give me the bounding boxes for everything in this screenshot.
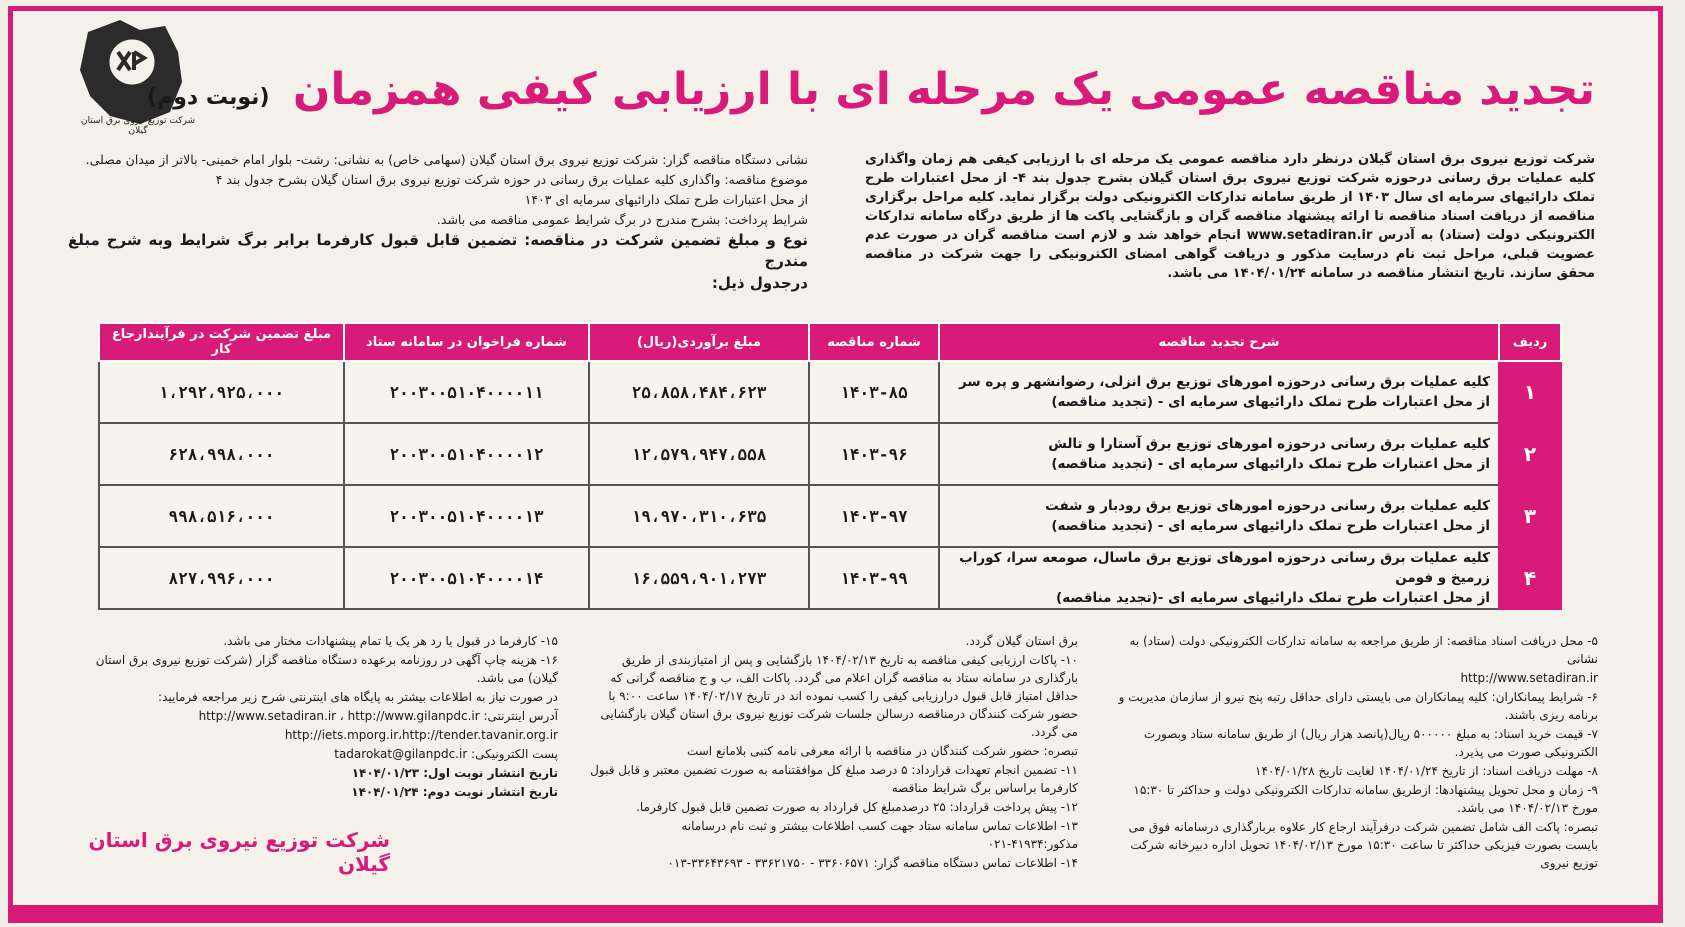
term-12: ۱۲- پیش پرداخت قرارداد: ۲۵ درصدمبلغ کل قرارداد به صورت تضمین قابل قبول کارفرما. [636, 800, 1078, 814]
row-desc [939, 547, 1499, 609]
table-header-row [99, 323, 1561, 361]
row-guarantee: ۱،۲۹۲،۹۲۵،۰۰۰ [99, 361, 344, 423]
notice-subject: موضوع مناقصه: واگذاری کلیه عملیات برق رسانی در حوزه شرکت توزیع نیروی برق استان گیلان بشرح جدول بند ۴ [215, 172, 808, 187]
page-bottom-band [8, 905, 1663, 923]
term-7: ۷- قیمت خرید اسناد: به مبلغ ۵۰۰۰۰۰ ریال(پانصد هزار ریال) از طریق سامانه ستاد وبصورت الکترونیکی صورت می پذیرد. [1143, 727, 1598, 759]
row-desc-line2: از محل اعتبارات طرح تملک دارائیهای سرمایه ای - (تجدید مناقصه) [1051, 456, 1490, 472]
term-note: تبصره: پاکت الف شامل تضمین شرکت درفرآیند ارجاع کار علاوه بربارگذاری درسامانه فوق می بایست بصورت فیزیکی حداکثر تا ساعت ۱۵:۳۰ مورخ ۱۴۰۴/۰۲/۱۳ تحویل اداره دبیرخانه شرکت توزیع نیروی [1128, 820, 1598, 870]
row-guarantee: ۸۲۷،۹۹۶،۰۰۰ [99, 547, 344, 609]
row-guarantee: ۶۲۸،۹۹۸،۰۰۰ [99, 423, 344, 485]
term-10-note: تبصره: حضور شرکت کنندگان در مناقصه با ارائه معرفی نامه کتبی بلامانع است [686, 744, 1078, 758]
header-guarantee: مبلغ تضمین شرکت در فرآیندارجاع کار [99, 323, 344, 361]
row-idx: ۴ [1499, 547, 1561, 609]
row-idx: ۳ [1499, 485, 1561, 547]
terms-column-1 [1108, 632, 1598, 902]
term-note-tail: برق استان گیلان گردد. [965, 634, 1078, 648]
term-info: در صورت نیاز به اطلاعات بیشتر به پایگاه های اینترنتی شرح زیر مراجعه فرمایید: [158, 690, 558, 704]
row-estimate: ۲۵،۸۵۸،۴۸۴،۶۲۳ [589, 361, 809, 423]
row-call-no: ۲۰۰۳۰۰۵۱۰۴۰۰۰۰۱۳ [344, 485, 589, 547]
logo-caption: شرکت توزیع نیروی برق استان گیلان [80, 116, 195, 136]
term-13: ۱۳- اطلاعات تماس سامانه ستاد جهت کسب اطلاعات بیشتر و ثبت نام درسامانه مذکور:۴۱۹۳۴-۰۲۱ [681, 819, 1078, 851]
row-desc [939, 485, 1499, 547]
header-idx: ردیف [1499, 323, 1561, 361]
term-8: ۸- مهلت دریافت اسناد: از تاریخ ۱۴۰۴/۰۱/۲۴ لغایت تاریخ ۱۴۰۴/۰۱/۲۸ [1255, 764, 1598, 778]
row-idx: ۲ [1499, 423, 1561, 485]
term-5: ۵- محل دریافت اسناد مناقصه: از طریق مراجعه به سامانه تدارکات الکترونیکی دولت (ستاد) به نشانی [1129, 634, 1598, 666]
row-tender-no: ۱۴۰۳-۹۶ [809, 423, 939, 485]
row-desc-line1: کلیه عملیات برق رسانی درحوزه امورهای توزیع برق ماسال، صومعه سرا، کوراب زرمیخ و فومن [959, 550, 1490, 586]
title-tag: (نوبت دوم) [147, 85, 270, 110]
term-websites-2[interactable]: http://iets.mporg.ir،http://tender.tavanir.org.ir [284, 728, 558, 742]
row-call-no: ۲۰۰۳۰۰۵۱۰۴۰۰۰۰۱۴ [344, 547, 589, 609]
row-desc-line2: از محل اعتبارات طرح تملک دارائیهای سرمایه ای -(تجدید مناقصه) [1056, 590, 1490, 606]
row-estimate: ۱۶،۵۵۹،۹۰۱،۲۷۳ [589, 547, 809, 609]
term-5-link[interactable]: http://www.setadiran.ir [1460, 671, 1598, 685]
term-15: ۱۵- کارفرما در قبول یا رد هر یک یا تمام پیشنهادات مختار می باشد. [223, 634, 558, 648]
title-text: تجدید مناقصه عمومی یک مرحله ای با ارزیابی کیفی همزمان [292, 64, 1595, 115]
publish-date-2: تاریخ انتشار نوبت دوم: ۱۴۰۴/۰۱/۲۴ [351, 785, 558, 799]
row-tender-no: ۱۴۰۳-۹۹ [809, 547, 939, 609]
notice-guarantee: نوع و مبلغ تضمین شرکت در مناقصه: تضمین قابل قبول کارفرما برابر برگ شرایط وبه شرح مبلغ مندرج [68, 231, 808, 270]
header-estimate: مبلغ برآوردی(ریال) [589, 323, 809, 361]
row-tender-no: ۱۴۰۳-۸۵ [809, 361, 939, 423]
term-email[interactable]: پست الکترونیکی: tadarokat@gilanpdc.ir [334, 747, 558, 761]
header-tender-no: شماره مناقصه [809, 323, 939, 361]
publish-date-1: تاریخ انتشار نوبت اول: ۱۴۰۴/۰۱/۲۳ [351, 766, 558, 780]
term-11: ۱۱- تضمین انجام تعهدات قرارداد: ۵ درصد مبلغ کل موافقتنامه به صورت تضمین معتبر و قابل قبول کارفرما براساس برگ شرایط مناقصه [590, 763, 1078, 795]
row-estimate: ۱۹،۹۷۰،۳۱۰،۶۳۵ [589, 485, 809, 547]
table-row [99, 485, 1561, 547]
row-idx: ۱ [1499, 361, 1561, 423]
row-desc-line2: از محل اعتبارات طرح تملک دارائیهای سرمایه ای - (تجدید مناقصه) [1051, 518, 1490, 534]
row-guarantee: ۹۹۸،۵۱۶،۰۰۰ [99, 485, 344, 547]
row-desc-line1: کلیه عملیات برق رسانی درحوزه امورهای توزیع برق انزلی، رضوانشهر و پره سر [958, 374, 1490, 390]
row-estimate: ۱۲،۵۷۹،۹۴۷،۵۵۸ [589, 423, 809, 485]
term-9: ۹- زمان و محل تحویل پیشنهادها: ازطریق سامانه تدارکات الکترونیکی دولت و حداکثر تا ۱۵:۳۰ مورخ ۱۴۰۴/۰۲/۱۳ می باشد. [1133, 783, 1598, 815]
row-desc-line1: کلیه عملیات برق رسانی درحوزه امورهای توزیع برق آستارا و تالش [1048, 436, 1490, 452]
table-row [99, 361, 1561, 423]
row-call-no: ۲۰۰۳۰۰۵۱۰۴۰۰۰۰۱۲ [344, 423, 589, 485]
tender-table [98, 322, 1562, 610]
term-6: ۶- شرایط پیمانکاران: کلیه پیمانکاران می بایستی دارای حداقل رتبه پنج نیرو از سازمان مدیریت و برنامه ریزی باشند. [1118, 690, 1598, 722]
row-tender-no: ۱۴۰۳-۹۷ [809, 485, 939, 547]
notice-address: نشانی دستگاه مناقصه گزار: شرکت توزیع نیروی برق استان گیلان (سهامی خاص) به نشانی: رشت- بلوار امام خمینی- بالاتر از میدان مصلی. [85, 152, 808, 167]
company-signature: شرکت توزیع نیروی برق استان گیلان [88, 828, 390, 876]
term-16: ۱۶- هزینه چاپ آگهی در روزنامه برعهده دستگاه مناقصه گزار (شرکت توزیع نیروی برق استان گیلان) می باشد. [95, 653, 558, 685]
term-14: ۱۴- اطلاعات تماس دستگاه مناقصه گزار: ۳۳۶۰۶۵۷۱ - ۳۳۶۲۱۷۵۰ - ۳۳۶۴۳۶۹۳-۰۱۳ [667, 856, 1078, 870]
notice-funding: از محل اعتبارات طرح تملک دارائیهای سرمایه ای ۱۴۰۳ [524, 192, 808, 207]
notice-guarantee-tail: درجدول ذیل: [711, 274, 808, 292]
row-desc [939, 361, 1499, 423]
terms-column-2 [588, 632, 1078, 902]
row-desc-line2: از محل اعتبارات طرح تملک دارائیهای سرمایه ای - (تجدید مناقصه) [1051, 394, 1490, 410]
term-websites[interactable]: آدرس اینترنتی: http://www.setadiran.ir ، http://www.gilanpdc.ir [198, 709, 558, 723]
notice-payment: شرایط پرداخت: بشرح مندرج در برگ شرایط عمومی مناقصه می باشد. [436, 212, 808, 227]
row-call-no: ۲۰۰۳۰۰۵۱۰۴۰۰۰۰۱۱ [344, 361, 589, 423]
notice-block [68, 150, 808, 295]
table-row [99, 547, 1561, 609]
header-desc: شرح تجدید مناقصه [939, 323, 1499, 361]
term-10: ۱۰- پاکات ارزیابی کیفی مناقصه به تاریخ ۱۴۰۴/۰۲/۱۳ بازگشایی و پس از امتیازبندی از طریق بارگذاری در سامانه ستاد به مناقصه گران اعلام می گردد. پاکات الف، ب و ج مناقصه گرانی که حداقل امتیاز قابل قبول درارزیابی کیفی را کسب نموده اند در تاریخ ۱۴۰۴/۰۲/۱۷ ساعت ۹:۰۰ با حضور شرکت کنندگان درمناقصه درسالن جلسات شرکت توزیع نیروی برق استان گیلان بازگشایی می گردد. [600, 653, 1078, 739]
header-call-no: شماره فراخوان در سامانه ستاد [344, 323, 589, 361]
row-desc [939, 423, 1499, 485]
row-desc-line1: کلیه عملیات برق رسانی درحوزه امورهای توزیع برق رودبار و شفت [1045, 498, 1490, 514]
page-title [147, 64, 1595, 115]
intro-paragraph: شرکت توزیع نیروی برق استان گیلان درنظر دارد مناقصه عمومی یک مرحله ای با ارزیابی کیفی هم زمان واگذاری کلیه عملیات برق رسانی درحوزه شرکت توزیع نیروی برق استان گیلان بشرح جدول بند ۴- از محل اعتبارات طرح تملک دارائیهای سرمایه ای سال ۱۴۰۳ از طریق سامانه تدارکات الکترونیکی دولت برگزار نماید. کلیه مراحل برگزاری مناقصه از دریافت اسناد مناقصه تا ارائه پیشنهاد مناقصه گران و بازگشایی پاکت ها از طریق درگاه سامانه تدارکات الکترونیکی دولت (ستاد) به آدرس www.setadiran.ir انجام خواهد شد و لازم است مناقصه گران در صورت عدم عضویت قبلی، مراحل ثبت نام درسایت مذکور و دریافت گواهی امضای الکترونیکی را جهت شرکت در مناقصه محقق سازند. تاریخ انتشار مناقصه در سامانه ۱۴۰۴/۰۱/۲۴ می باشد. [865, 152, 1596, 281]
table-row [99, 423, 1561, 485]
